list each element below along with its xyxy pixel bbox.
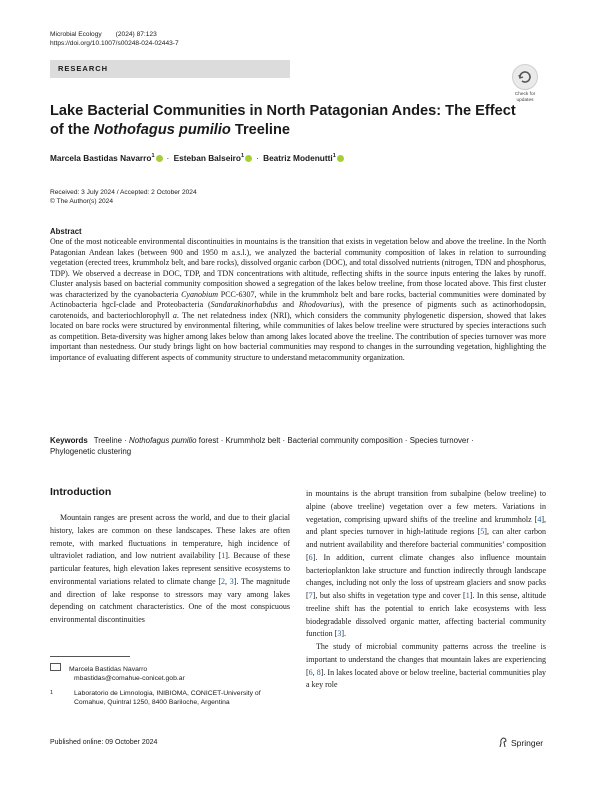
keyword: Nothofagus pumilio	[129, 436, 197, 445]
author-name[interactable]: Marcela Bastidas Navarro	[50, 153, 152, 163]
abstract-body: One of the most noticeable environmental discontinuities in mountains is the transition that exists in vegetation below and above the treeline. In the North Patagonian Andean lakes (between 900 and 1950 m a.s.l.), we analyzed the bacterial community composition of lakes in relation to surrounding vegetation (erected trees, krummholz belt, and bare rocks), dissolved organic carbon (DOC), and total dissolved nutrients (nitrogen, TDN and phosphorus, TDP). We observed a decrease in DOC, TDP, and TDN concentrations with altitude, reflecting shifts in the source inputs entering the lakes by runoff. Cluster analysis based on bacterial community composition showed a segregation of the lakes below treeline, from those located above. This first cluster was characterized by the cyanobacteria Cyanobium PCC-6307, while in the krummholz belt and bare rocks, bacterial communities were dominated by Actinobacteria hgcI-clade and Proteobacteria (Sandarakinorhabdus and Rhodovarius), with the presence of pigments such as actinorhodopsin, carotenoids, and bacteriochlorophyll a. The net relatedness index (NRI), which considers the community phylogenetic dispersion, showed that lakes located on bare rocks were structured by environmental filtering, while communities of lakes below treeline were structured by species interactions such as competition. Beta-diversity was higher among lakes below than among lakes located above the treeline. The contribution of species turnover was more important than nestedness. Our study brings light on how bacterial communities may respond to changes in the surrounding vegetation, highlighting the importance of evaluating different aspects of community structure to understand metacommunity organization.	[50, 237, 546, 363]
contact-name: Marcela Bastidas Navarro	[69, 666, 148, 673]
citation-link[interactable]: 1	[221, 551, 226, 561]
citation-link[interactable]: 3	[229, 576, 234, 586]
paragraph: in mountains is the abrupt transition from subalpine (below treeline) to alpine (above treeline) vegetation over a few meters. Variations in vegetation, comprising upward shifts of the treeline and krummholz [4], and plant species turnover in high-latitude regions [5], can alter carbon and nutrient availability and therefore bacterial communities’ composition [6]. In addition, current climate changes also influence mountain bacterioplankton lake structure and function indirectly through landscape changes, including not only the loss of upstream glaciers and snow packs [7], but also shifts in vegetation type and cover [1]. In this sense, altitude treeline shift has the potential to enrich lake ecosystems with less biodegradable dissolved organic matter, affecting bacterial community function [3].	[306, 489, 546, 639]
check-updates-line2: updates	[516, 97, 534, 103]
citation-link[interactable]: 3	[337, 629, 342, 639]
section-label: RESEARCH	[58, 64, 109, 73]
keyword: Treeline	[93, 436, 122, 445]
published-date: Published online: 09 October 2024	[50, 739, 158, 746]
author-list: Marcela Bastidas Navarro$^1$ · Esteban Balseiro$^1$ · Beatriz Modenutti$^1$	[50, 153, 520, 163]
introduction-heading: Introduction	[50, 486, 112, 498]
title-line1: Lake Bacterial Communities in North Patagonian Andes: The Effect	[50, 103, 516, 119]
keyword: Species turnover	[409, 436, 469, 445]
orcid-icon[interactable]	[337, 155, 344, 162]
check-for-updates-badge[interactable]	[508, 64, 542, 103]
intro-right-column	[306, 488, 546, 692]
citation-link[interactable]: 6	[308, 667, 313, 677]
keyword: Phylogenetic clustering	[50, 447, 132, 456]
contact-email[interactable]: mbastidas@comahue-conicet.gob.ar	[74, 675, 185, 682]
citation-link[interactable]: 2	[221, 576, 226, 586]
paragraph: Mountain ranges are present across the world, and due to their glacial history, lakes are common on these landscapes. These lakes are often remote, with marked fluctuations in temperature, high incidence of ultraviolet radiation, and low nutrient availability [1]. Because of these particular features, high elevation lakes represent sensitive ecosystems to environmental variations related to climate change [2, 3]. The magnitude and direction of lake response to stressors may vary among lakes depending on catchment characteristics. One of the most conspicuous environmental discontinuities	[50, 513, 291, 624]
publisher-logo	[498, 737, 543, 748]
received-accepted: Received: 3 July 2024 / Accepted: 2 October 2024	[50, 189, 197, 196]
orcid-icon[interactable]	[156, 155, 163, 162]
citation-link[interactable]: 7	[308, 591, 313, 600]
citation-link[interactable]: 8	[316, 667, 321, 677]
keywords-heading: Keywords	[50, 436, 88, 445]
publisher-name: Springer	[511, 738, 544, 748]
journal-header	[50, 30, 179, 48]
author-name[interactable]: Beatriz Modenutti	[263, 153, 333, 163]
copyright: © The Author(s) 2024	[50, 198, 114, 205]
citation-link[interactable]: 5	[480, 527, 485, 537]
intro-left-column	[50, 512, 290, 627]
corresponding-author	[50, 663, 290, 683]
citation-link[interactable]: 1	[465, 591, 470, 600]
springer-horse-icon	[498, 737, 508, 748]
envelope-icon	[50, 663, 61, 671]
author-affil-ref: 1	[332, 153, 336, 160]
keywords: Keywords Treeline · Nothofagus pumilio forest · Krummholz belt · Bacterial community composition · Species turnover · Phylogenetic clustering	[50, 436, 474, 456]
author-name[interactable]: Esteban Balseiro	[173, 153, 241, 163]
article-dates	[50, 188, 197, 206]
title-suffix: Treeline	[230, 122, 291, 138]
check-updates-icon	[512, 64, 538, 90]
citation-link[interactable]: 6	[308, 552, 313, 562]
article-title	[50, 102, 520, 140]
check-updates-line1: Check for	[514, 92, 536, 97]
author-affil-ref: 1	[240, 153, 244, 160]
orcid-icon[interactable]	[245, 155, 252, 162]
journal-volume: (2024) 87:123	[115, 31, 157, 38]
footnote-divider	[50, 656, 130, 657]
affiliation-text: Laboratorio de Limnologia, INIBIOMA, CONICET-University of Comahue, Quintral 1250, 8400 Bariloche, Argentina	[74, 690, 261, 706]
paragraph: The study of microbial community patterns across the treeline is important to understand the changes that mountain lakes are experiencing [6, 8]. In lakes located above or below treeline, bacterial communities play a key role	[306, 642, 546, 690]
affiliation-number: 1	[50, 690, 54, 696]
doi-link[interactable]: https://doi.org/10.1007/s00248-024-02443-7	[50, 40, 179, 47]
citation-link[interactable]: 4	[537, 514, 542, 524]
author-affil-ref: 1	[151, 153, 155, 160]
title-prefix: of the	[50, 122, 94, 138]
abstract-heading: Abstract	[50, 227, 82, 236]
keyword: Bacterial community composition	[287, 436, 403, 445]
keyword: Krummholz belt	[225, 436, 281, 445]
affiliation	[50, 689, 290, 707]
title-italic: Nothofagus pumilio	[93, 122, 231, 138]
journal-name: Microbial Ecology	[50, 31, 102, 38]
section-banner	[50, 60, 290, 78]
